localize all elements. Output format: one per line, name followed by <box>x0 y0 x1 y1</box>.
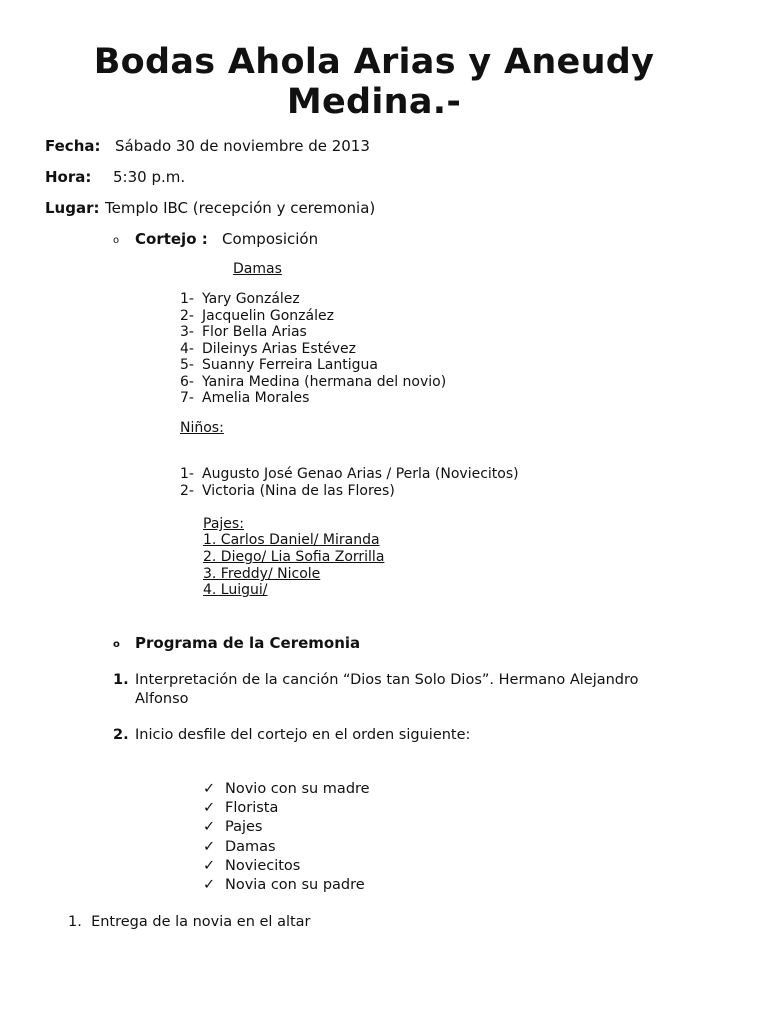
fecha-field <box>45 136 370 156</box>
page-title: Bodas Ahola Arias y Aneudy Medina.- <box>93 42 655 122</box>
ninos-heading: Niños: <box>180 420 224 436</box>
lugar-value: Templo IBC (recepción y ceremonia) <box>105 199 376 217</box>
list-item: 4. Luigui/ <box>203 582 268 598</box>
list-item: 3- Flor Bella Arias <box>180 324 307 340</box>
fecha-value: Sábado 30 de noviembre de 2013 <box>115 137 370 155</box>
programa-item-2 <box>113 726 695 745</box>
damas-heading: Damas <box>233 261 282 277</box>
hora-value: 5:30 p.m. <box>113 168 186 186</box>
list-item: 1- Yary González <box>180 291 300 307</box>
lugar-field <box>45 198 375 218</box>
checkmark-icon: ✓ <box>203 877 216 893</box>
cortejo-line <box>135 229 318 249</box>
cortejo-bullet: o <box>113 235 120 246</box>
checklist-item: ✓ Novia con su padre <box>203 877 365 893</box>
entrega-item <box>68 913 311 932</box>
entrega-number: 1. <box>68 914 82 930</box>
programa-bullet: o <box>113 639 120 650</box>
lugar-label: Lugar: <box>45 199 100 217</box>
programa-item-1 <box>113 671 695 709</box>
programa-item-2-number: 2. <box>113 727 129 743</box>
list-item: 4- Dileinys Arias Estévez <box>180 341 356 357</box>
checklist-item: ✓ Novio con su madre <box>203 781 370 797</box>
fecha-label: Fecha: <box>45 137 101 155</box>
checklist-item: ✓ Pajes <box>203 819 263 835</box>
checkmark-icon: ✓ <box>203 819 216 835</box>
list-item: 1. Carlos Daniel/ Miranda <box>203 532 380 548</box>
list-item: 2- Jacquelin González <box>180 308 334 324</box>
list-item: 2. Diego/ Lia Sofia Zorrilla <box>203 549 385 565</box>
programa-item-2-text: Inicio desfile del cortejo en el orden siguiente: <box>135 727 471 743</box>
hora-label: Hora: <box>45 168 92 186</box>
cortejo-label: Cortejo : <box>135 230 208 248</box>
pajes-heading: Pajes: <box>203 516 244 532</box>
list-item: 1- Augusto José Genao Arias / Perla (Noviecitos) <box>180 466 519 482</box>
checkmark-icon: ✓ <box>203 839 216 855</box>
list-item: 2- Victoria (Nina de las Flores) <box>180 483 395 499</box>
checklist-item: ✓ Noviecitos <box>203 858 301 874</box>
list-item: 3. Freddy/ Nicole <box>203 566 321 582</box>
programa-item-1-number: 1. <box>113 672 129 688</box>
programa-item-1-text: Interpretación de la canción “Dios tan Solo Dios”. Hermano Alejandro Alfonso <box>135 672 639 707</box>
checklist-item: ✓ Florista <box>203 800 279 816</box>
hora-field <box>45 167 185 187</box>
checkmark-icon: ✓ <box>203 781 216 797</box>
checklist-item: ✓ Damas <box>203 839 276 855</box>
checkmark-icon: ✓ <box>203 800 216 816</box>
list-item: 6- Yanira Medina (hermana del novio) <box>180 374 447 390</box>
entrega-text: Entrega de la novia en el altar <box>91 914 311 930</box>
checkmark-icon: ✓ <box>203 858 216 874</box>
cortejo-value: Composición <box>222 230 319 248</box>
programa-heading: Programa de la Ceremonia <box>135 634 361 652</box>
list-item: 5- Suanny Ferreira Lantigua <box>180 357 378 373</box>
list-item: 7- Amelia Morales <box>180 390 310 406</box>
